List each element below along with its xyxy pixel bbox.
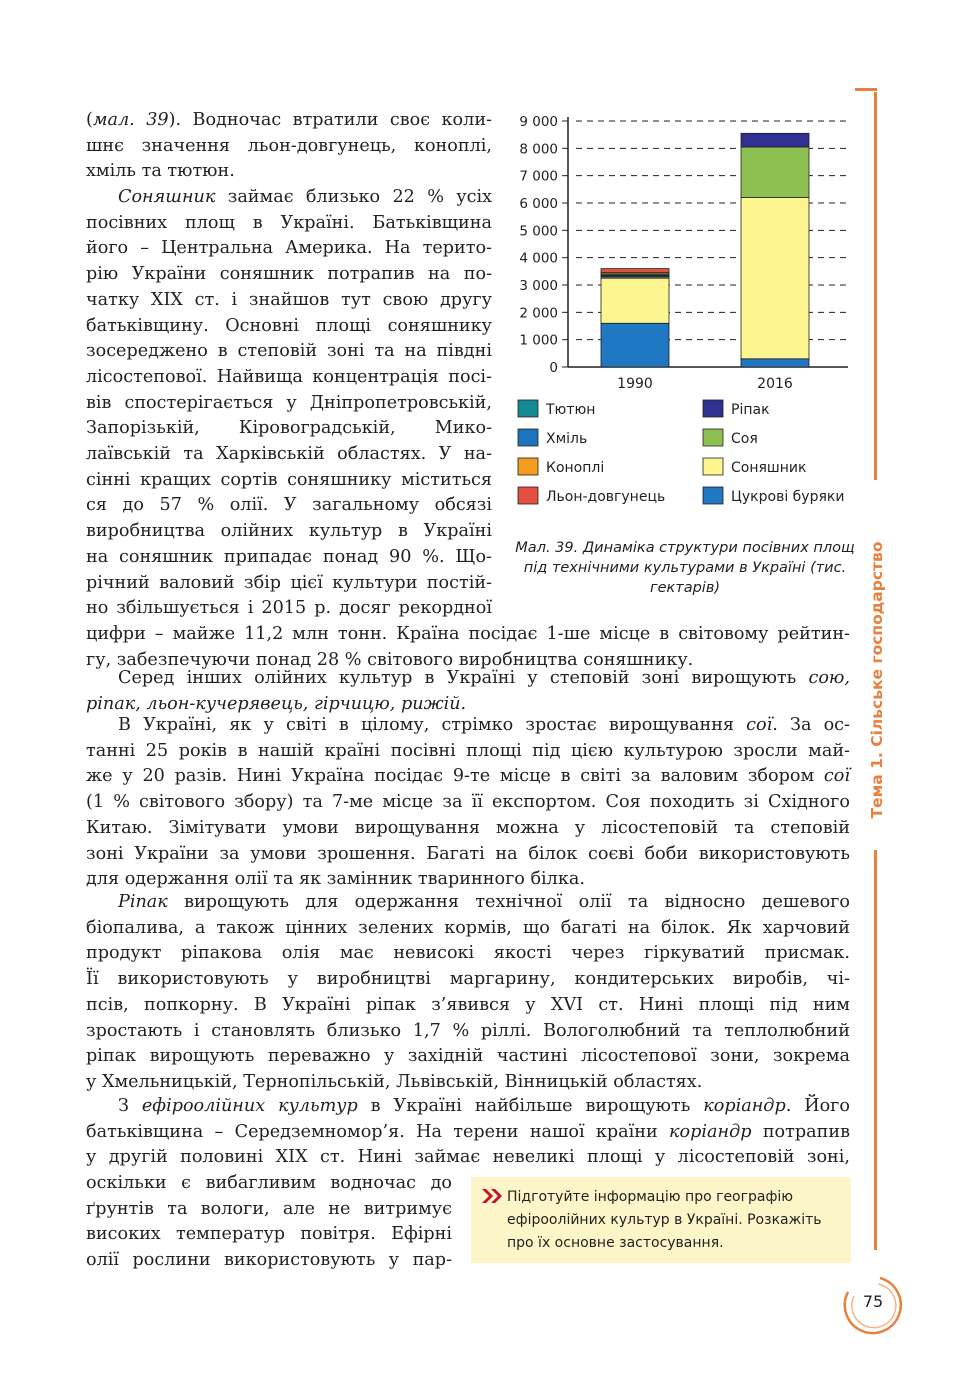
double-chevron-icon: [481, 1187, 505, 1205]
text-line: зоні України за умови зрошення. Багаті на білок соєві боби використовують: [86, 843, 850, 864]
y-tick-label: 6 000: [519, 196, 558, 212]
text-line: виробництва олійних культур в Україні: [86, 521, 492, 542]
y-tick-label: 3 000: [519, 278, 558, 294]
text-line: Її використовують у виробництві маргарину, кондитерських виробів, чі-: [86, 969, 850, 990]
y-tick-label: 2 000: [519, 305, 558, 322]
text-line: для одержання олії та як замінник тваринного білка.: [86, 869, 585, 890]
text-line: танні 25 років в нашій країні посівні площі під цією культурою зросли май-: [86, 740, 850, 761]
legend-label: Ріпак: [731, 402, 770, 418]
text-line: біопалива, а також цінних зелених кормів, що багаті на білок. Як харчовий: [86, 917, 850, 938]
paragraph-essential-oils: [86, 1094, 850, 1171]
text-line: річний валовий збір цієї культури постій-: [86, 572, 492, 593]
text-line: Соняшник займає близько 22 % усіх: [118, 187, 492, 207]
bar-segment: [601, 269, 669, 273]
task-text: Підготуйте інформацію про географію ефіроолійних культур в Україні. Розкажіть про їх основне застосування.: [507, 1189, 822, 1251]
bar-segment: [601, 323, 669, 367]
paragraph-rapeseed: [86, 890, 850, 1096]
text-line: Китаю. Зімітувати умови вирощування можна у лісостеповій та степовій: [86, 817, 850, 838]
y-tick-label: 1 000: [519, 332, 558, 349]
y-tick-label: 4 000: [519, 250, 558, 267]
margin-rule-bottom: [874, 850, 877, 1250]
text-line: ріпак вирощують переважно у західній частині лісостепової зони, зокрема: [86, 1046, 850, 1067]
text-line: ріпак, льон-кучерявець, гірчицю, рижій.: [86, 693, 467, 714]
bar-segment: [741, 147, 809, 198]
legend-label: Коноплі: [546, 460, 605, 476]
x-tick-label: 1990: [617, 376, 653, 392]
text-line: шнє значення льон-довгунець, коноплі,: [86, 135, 492, 156]
text-line: у Хмельницькій, Тернопільській, Львівській, Вінницькій областях.: [86, 1071, 703, 1092]
text-line: но збільшується і 2015 р. досяг рекордної: [86, 598, 492, 619]
legend-swatch: [518, 458, 538, 475]
text-line: цифри – майже 11,2 млн тонн. Країна посідає 1-ше місце в світовому рейтин-: [86, 624, 850, 644]
legend-label: Тютюн: [546, 402, 596, 418]
figure-caption: Мал. 39. Динаміка структури посівних площ під технічними культурами в Україні (тис. гектарів): [515, 540, 855, 596]
y-tick-label: 5 000: [519, 223, 558, 240]
legend-swatch: [703, 487, 723, 504]
text-line: Серед інших олійних культур в Україні у степовій зоні вирощують сою,: [118, 668, 850, 688]
text-line: батьківщину. Основні площі соняшнику: [86, 315, 492, 336]
text-line: хміль та тютюн.: [86, 161, 235, 182]
text-line: сінні кращих сортів соняшнику міститься: [86, 469, 492, 490]
text-line: лісостепової. Найвища концентрація посі-: [86, 366, 492, 387]
paragraph-oil-crops: [86, 666, 850, 717]
text-line: на соняшник припадає понад 90 %. Що-: [86, 546, 492, 567]
text-line: псів, попкорну. В Україні ріпак з’явився у XVI ст. Нині площі під ним: [86, 994, 850, 1015]
text-line: (мал. 39). Водночас втратили своє коли-: [86, 110, 492, 130]
legend-swatch: [518, 487, 538, 504]
legend-swatch: [518, 400, 538, 417]
y-tick-label: 9 000: [519, 114, 558, 130]
legend-swatch: [518, 429, 538, 446]
text-line: у другій половині XIX ст. Нині займає невеликі площі у лісостеповій зоні,: [86, 1147, 850, 1168]
margin-rule-corner: [855, 88, 877, 91]
text-line: же у 20 разів. Нині Україна посідає 9-те місце в світі за валовим збором сої: [86, 766, 850, 787]
bar-segment: [741, 133, 809, 147]
text-line: оскільки є вибагливим водночас до: [86, 1173, 452, 1193]
bar-segment: [741, 198, 809, 359]
text-line: зростають і становлять близько 1,7 % ріллі. Вологолюбний та теплолюбний: [86, 1020, 850, 1041]
margin-rule-top: [874, 92, 877, 480]
text-line: ся до 57 % олії. У загальному обсязі: [86, 495, 492, 516]
x-tick-label: 2016: [757, 376, 793, 392]
bar-segment: [741, 359, 809, 367]
legend-label: Цукрові буряки: [731, 489, 845, 505]
y-tick-label: 0: [549, 360, 558, 376]
text-line: гу, забезпечуючи понад 28 % світового виробництва соняшнику.: [86, 649, 694, 670]
text-line: високих температур повітря. Ефірні: [86, 1224, 452, 1245]
text-line: В Україні, як у світі в цілому, стрімко зростає вирощування сої. За ос-: [118, 715, 850, 735]
text-line: ґрунтів та вологи, але не витримує: [86, 1198, 452, 1219]
page-number: 75: [862, 1292, 884, 1311]
crop-area-chart: [510, 105, 855, 515]
paragraph-intro: [86, 108, 492, 185]
legend-label: Соя: [731, 431, 758, 447]
text-line: зосереджено в степовій зоні та на півдні: [86, 341, 492, 362]
text-line: рію України соняшник потрапив на по-: [86, 264, 492, 285]
paragraph-sunflower: [86, 185, 492, 622]
legend-swatch: [703, 429, 723, 446]
legend-label: Хміль: [546, 431, 588, 447]
text-line: посівних площ в Україні. Батьківщина: [86, 212, 492, 233]
text-line: вів спостерігається у Дніпропетровській,: [86, 392, 492, 413]
paragraph-essential-oils-cont: [86, 1171, 452, 1274]
legend-swatch: [703, 458, 723, 475]
paragraph-soy: [86, 713, 850, 893]
text-line: батьківщина – Середземномор’я. На терени нашої країни коріандр потрапив: [86, 1121, 850, 1142]
text-line: олії рослини використовують у пар-: [86, 1250, 452, 1271]
y-tick-label: 8 000: [519, 141, 558, 158]
task-box: [471, 1177, 851, 1263]
y-tick-label: 7 000: [519, 168, 558, 185]
legend-label: Льон-довгунець: [546, 489, 666, 505]
legend-swatch: [703, 400, 723, 417]
text-line: продукт ріпакова олія має невисокі якості через гіркуватий присмак.: [86, 943, 850, 964]
text-line: З ефіроолійних культур в Україні найбільше вирощують коріандр. Його: [118, 1096, 850, 1116]
text-line: його – Центральна Америка. На терито-: [86, 238, 492, 259]
bar-segment: [601, 278, 669, 323]
text-line: лаївській та Харківській областях. У на-: [86, 444, 492, 465]
text-line: чатку XIX ст. і знайшов тут свою другу: [86, 289, 492, 310]
text-line: (1 % світового збору) та 7-ме місце за її експортом. Соя походить зі Східного: [86, 792, 850, 813]
side-topic-title: [862, 530, 892, 830]
text-line: Ріпак вирощують для одержання технічної олії та відносно дешевого: [118, 892, 850, 912]
side-topic-title-text: Тема 1. Сільське господарство: [868, 541, 886, 819]
legend-label: Соняшник: [731, 460, 807, 476]
text-line: Запорізькій, Кіровоградській, Мико-: [86, 418, 492, 439]
